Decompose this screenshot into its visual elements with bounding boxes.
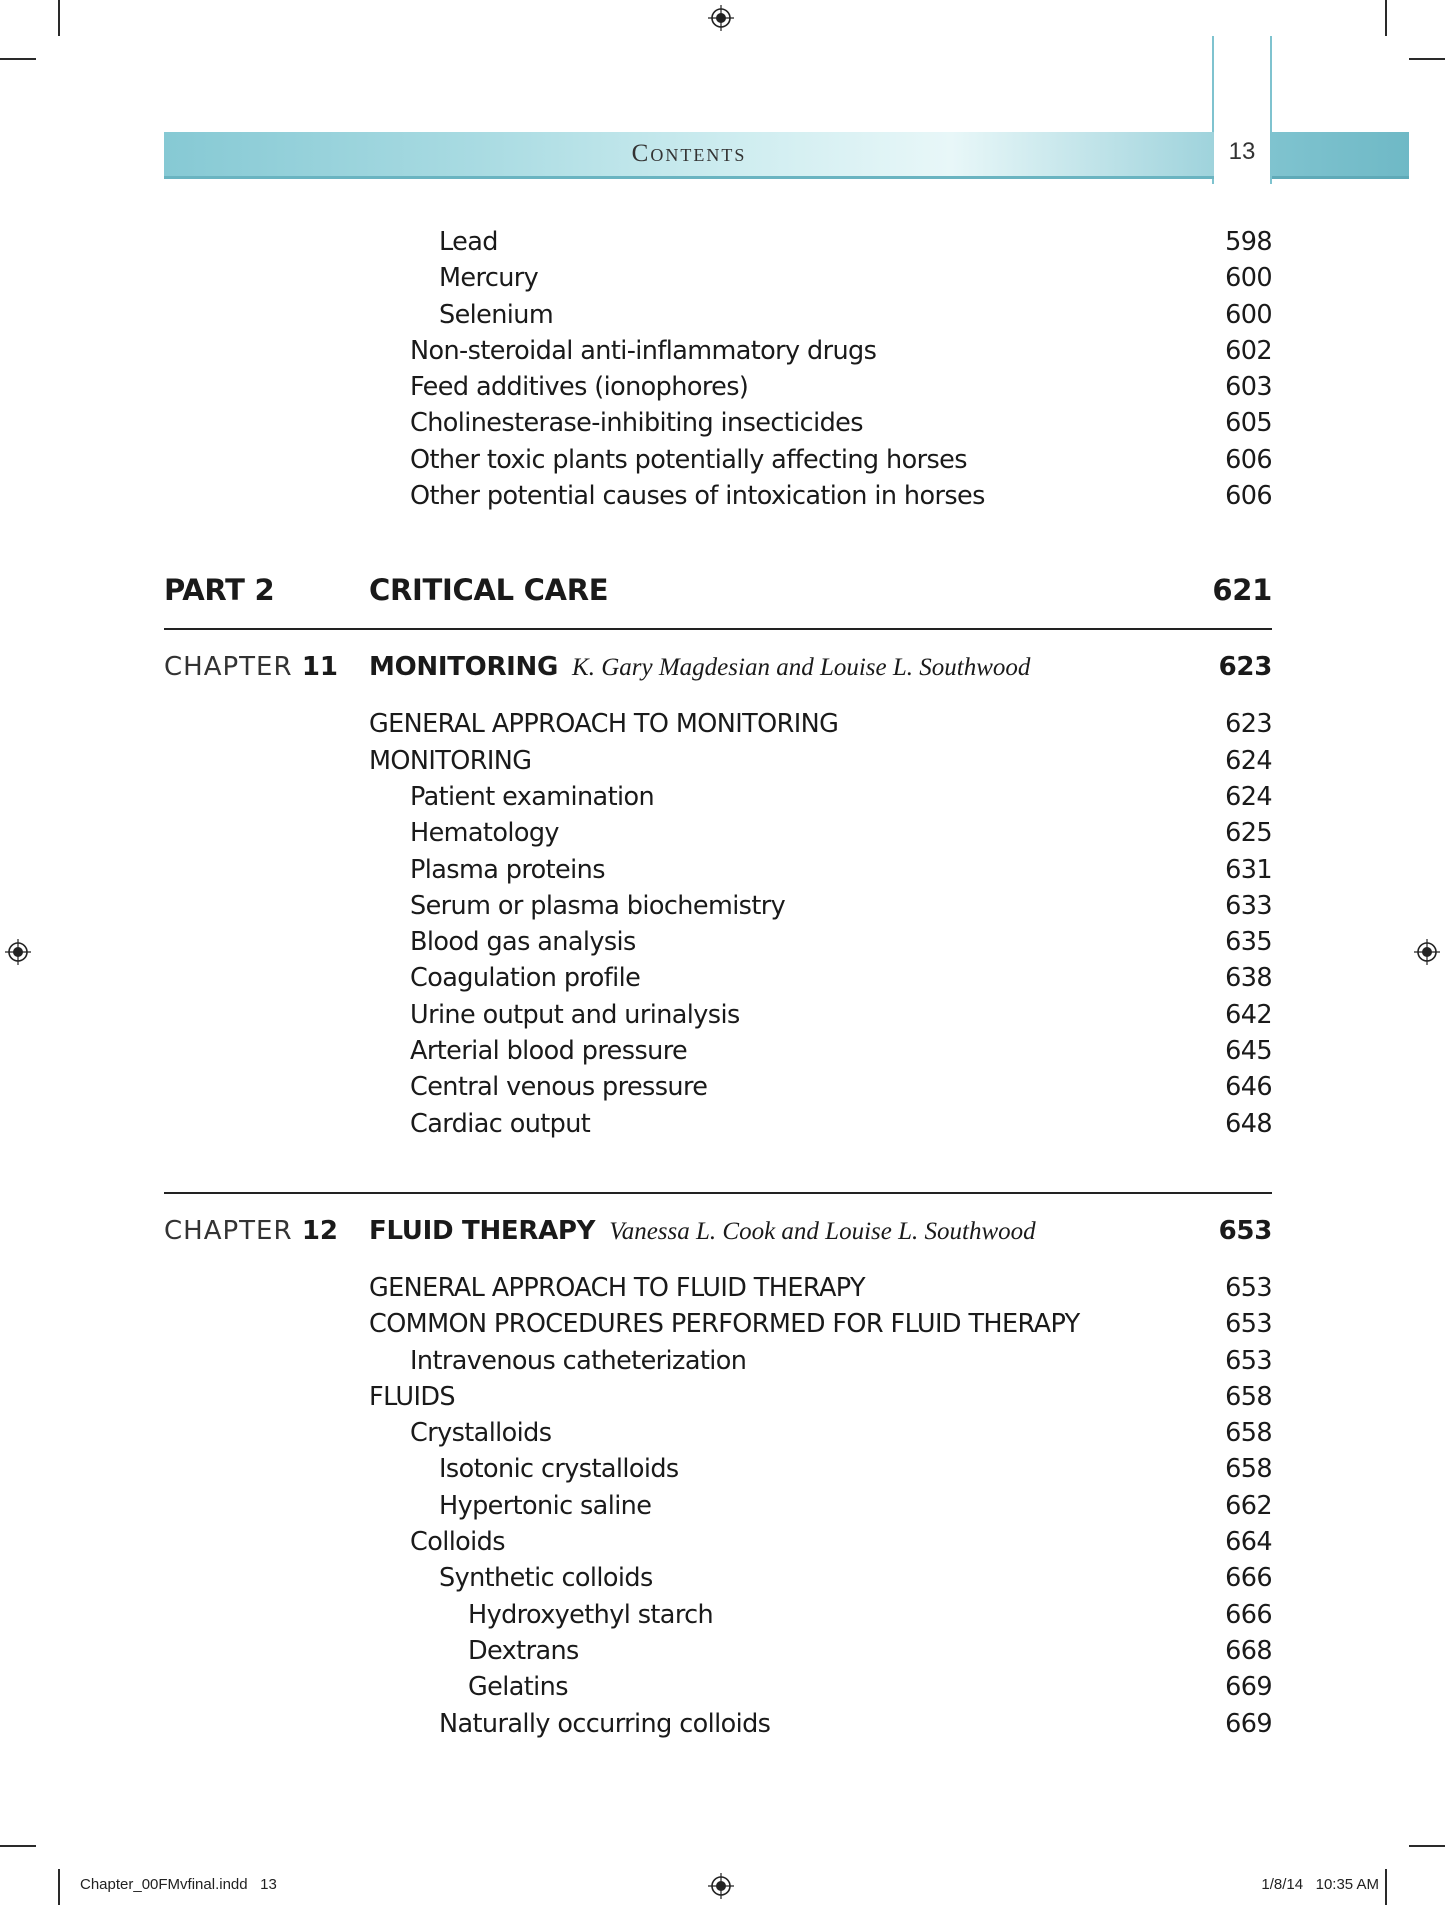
toc-entry-title: Central venous pressure	[410, 1072, 708, 1103]
chapter-label: CHAPTER 11	[164, 652, 338, 683]
chapter-authors: Vanessa L. Cook and Louise L. Southwood	[609, 1217, 1036, 1245]
toc-entry[interactable]	[164, 1451, 1272, 1487]
toc-entry[interactable]	[164, 1379, 1272, 1415]
page-number: 13	[1228, 138, 1256, 165]
running-head: Contents	[631, 140, 747, 167]
crop-mark	[58, 1869, 60, 1905]
toc-entry-page: 638	[1225, 963, 1272, 994]
footer-file-slug: Chapter_00FMvfinal.indd 13	[80, 1876, 277, 1893]
toc-entry-list	[164, 224, 1272, 514]
chapter-number: 12	[301, 1215, 338, 1246]
toc-entry-title: Serum or plasma biochemistry	[410, 890, 786, 921]
toc-entry-page: 600	[1225, 263, 1272, 294]
toc-entry-page: 664	[1225, 1527, 1272, 1558]
chapter-page: 653	[1218, 1215, 1272, 1246]
header-band	[1272, 132, 1409, 179]
toc-entry-page: 623	[1225, 709, 1272, 740]
registration-mark-icon	[708, 1873, 734, 1899]
toc-entry-title: Hydroxyethyl starch	[468, 1599, 714, 1630]
chapter-title: MONITORING K. Gary Magdesian and Louise L. Southwood	[369, 652, 1031, 683]
toc-entry[interactable]	[164, 852, 1272, 888]
toc-entry-page: 658	[1225, 1454, 1272, 1485]
toc-entry[interactable]	[164, 1106, 1272, 1142]
toc-entry-page: 668	[1225, 1635, 1272, 1666]
toc-entry-title: Non-steroidal anti-inflammatory drugs	[410, 335, 877, 366]
toc-entry-title: Naturally occurring colloids	[439, 1708, 771, 1739]
toc-entry-title: Intravenous catheterization	[410, 1345, 747, 1376]
toc-entry[interactable]	[164, 1343, 1272, 1379]
toc-entry-page: 669	[1225, 1672, 1272, 1703]
toc-entry-title: GENERAL APPROACH TO MONITORING	[369, 709, 839, 740]
toc-entry-page: 653	[1225, 1309, 1272, 1340]
toc-entry[interactable]	[164, 779, 1272, 815]
toc-entry-page: 662	[1225, 1490, 1272, 1521]
toc-entry[interactable]	[164, 369, 1272, 405]
toc-entry[interactable]	[164, 442, 1272, 478]
registration-mark-icon	[1414, 939, 1440, 965]
chapter-heading[interactable]	[164, 628, 1272, 696]
toc-entry-title: Arterial blood pressure	[410, 1036, 688, 1067]
toc-entry-page: 642	[1225, 999, 1272, 1030]
toc-entry-page: 666	[1225, 1563, 1272, 1594]
toc-entry[interactable]	[164, 815, 1272, 851]
toc-entry-title: Urine output and urinalysis	[410, 999, 740, 1030]
crop-mark	[0, 58, 36, 60]
toc-entry-page: 646	[1225, 1072, 1272, 1103]
toc-entry-title: Cholinesterase-inhibiting insecticides	[410, 408, 863, 439]
footer-date-slug: 1/8/14 10:35 AM	[1261, 1876, 1379, 1893]
chapter-number: 11	[301, 652, 338, 683]
toc-entry-page: 645	[1225, 1036, 1272, 1067]
toc-entry-page: 631	[1225, 854, 1272, 885]
toc-entry[interactable]	[164, 1488, 1272, 1524]
toc-entry-title: FLUIDS	[369, 1381, 456, 1412]
toc-entry-page: 624	[1225, 781, 1272, 812]
registration-mark-icon	[708, 5, 734, 31]
toc-entry[interactable]	[164, 743, 1272, 779]
toc-entry-page: 600	[1225, 299, 1272, 330]
toc-entry-title: Selenium	[439, 299, 554, 330]
part-heading[interactable]	[164, 560, 1272, 620]
toc-entry-page: 633	[1225, 890, 1272, 921]
toc-entry-page: 624	[1225, 745, 1272, 776]
toc-entry-title: Colloids	[410, 1527, 505, 1558]
chapter-title: FLUID THERAPY Vanessa L. Cook and Louise L. Southwood	[369, 1215, 1036, 1246]
toc-entry-page: 648	[1225, 1108, 1272, 1139]
toc-entry-title: Gelatins	[468, 1672, 568, 1703]
toc-entry-page: 669	[1225, 1708, 1272, 1739]
registration-mark-icon	[5, 939, 31, 965]
toc-entry-title: Other potential causes of intoxication in horses	[410, 481, 985, 512]
toc-entry[interactable]	[164, 1560, 1272, 1596]
toc-entry-title: Plasma proteins	[410, 854, 605, 885]
crop-mark	[58, 0, 60, 36]
toc-entry[interactable]	[164, 1524, 1272, 1560]
part-page: 621	[1212, 573, 1272, 608]
chapter-label: CHAPTER 12	[164, 1215, 338, 1246]
toc-entry-page: 606	[1225, 481, 1272, 512]
toc-entry[interactable]	[164, 888, 1272, 924]
toc-entry-page: 635	[1225, 927, 1272, 958]
toc-entry[interactable]	[164, 333, 1272, 369]
toc-entry-title: Feed additives (ionophores)	[410, 372, 749, 403]
toc-entry-list	[164, 1270, 1272, 1742]
toc-entry-title: MONITORING	[369, 745, 532, 776]
toc-entry[interactable]	[164, 1270, 1272, 1306]
chapter-authors: K. Gary Magdesian and Louise L. Southwood	[572, 654, 1031, 682]
toc-entry-title: Cardiac output	[410, 1108, 591, 1139]
toc-entry-title: Other toxic plants potentially affecting horses	[410, 444, 967, 475]
toc-entry-page: 598	[1225, 227, 1272, 257]
table-of-contents	[164, 224, 1272, 1742]
toc-entry-title: Crystalloids	[410, 1418, 552, 1449]
toc-entry-page: 653	[1225, 1272, 1272, 1303]
toc-entry-title: Blood gas analysis	[410, 927, 636, 958]
toc-entry-page: 605	[1225, 408, 1272, 439]
toc-entry-list	[164, 706, 1272, 1142]
toc-entry-title: Lead	[439, 227, 498, 257]
toc-entry-page: 602	[1225, 335, 1272, 366]
part-title: CRITICAL CARE	[369, 573, 609, 608]
toc-entry-title: Hematology	[410, 818, 559, 849]
toc-entry-title: Hypertonic saline	[439, 1490, 652, 1521]
toc-entry[interactable]	[164, 1669, 1272, 1705]
toc-entry-page: 666	[1225, 1599, 1272, 1630]
toc-entry[interactable]	[164, 924, 1272, 960]
toc-entry-page: 653	[1225, 1345, 1272, 1376]
toc-entry-page: 658	[1225, 1418, 1272, 1449]
toc-entry[interactable]	[164, 260, 1272, 296]
toc-entry-title: Synthetic colloids	[439, 1563, 653, 1594]
toc-entry-title: GENERAL APPROACH TO FLUID THERAPY	[369, 1272, 865, 1303]
toc-entry[interactable]	[164, 1415, 1272, 1451]
toc-entry-page: 603	[1225, 372, 1272, 403]
toc-entry-title: Mercury	[439, 263, 539, 294]
chapter-heading[interactable]	[164, 1192, 1272, 1260]
toc-entry[interactable]	[164, 1597, 1272, 1633]
toc-entry[interactable]	[164, 1706, 1272, 1742]
toc-entry-page: 606	[1225, 444, 1272, 475]
toc-entry-title: COMMON PROCEDURES PERFORMED FOR FLUID THERAPY	[369, 1309, 1080, 1340]
toc-entry-title: Coagulation profile	[410, 963, 641, 994]
toc-entry[interactable]	[164, 405, 1272, 441]
toc-entry[interactable]	[164, 1069, 1272, 1105]
crop-mark	[1385, 1869, 1387, 1905]
crop-mark	[1385, 0, 1387, 36]
crop-mark	[0, 1845, 36, 1847]
toc-entry[interactable]	[164, 1033, 1272, 1069]
toc-entry[interactable]	[164, 960, 1272, 996]
toc-entry[interactable]	[164, 224, 1272, 260]
toc-entry-title: Patient examination	[410, 781, 655, 812]
toc-entry-title: Isotonic crystalloids	[439, 1454, 679, 1485]
crop-mark	[1409, 58, 1445, 60]
toc-entry[interactable]	[164, 1306, 1272, 1342]
crop-mark	[1409, 1845, 1445, 1847]
toc-entry[interactable]	[164, 997, 1272, 1033]
toc-entry[interactable]	[164, 478, 1272, 514]
part-label: PART 2	[164, 573, 275, 608]
toc-entry[interactable]	[164, 1633, 1272, 1669]
chapter-page: 623	[1218, 652, 1272, 683]
toc-entry-title: Dextrans	[468, 1635, 579, 1666]
toc-entry[interactable]	[164, 297, 1272, 333]
toc-entry-page: 625	[1225, 818, 1272, 849]
toc-entry[interactable]	[164, 706, 1272, 742]
toc-entry-page: 658	[1225, 1381, 1272, 1412]
